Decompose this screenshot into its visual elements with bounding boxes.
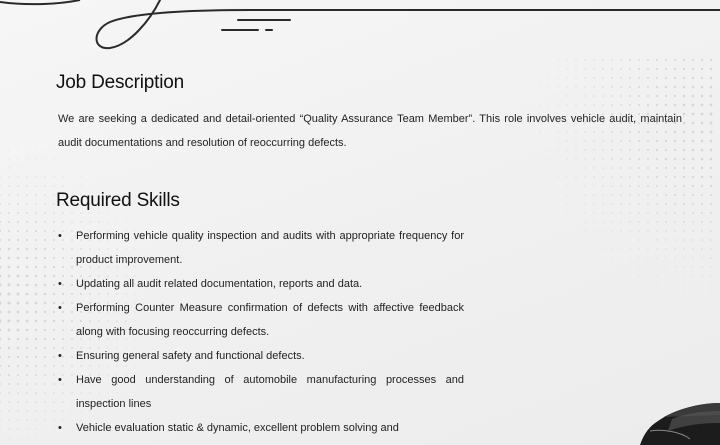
- skill-text: Updating all audit related documentation, reports and data.: [76, 278, 363, 290]
- required-skills-list: [58, 224, 464, 440]
- bullet-marker: •: [58, 278, 62, 290]
- skill-text: Performing vehicle quality inspection and audits with appropriate frequency for product improvement.: [76, 230, 464, 266]
- skill-list-item: [58, 272, 464, 296]
- required-skills-heading: Required Skills: [56, 190, 180, 211]
- skill-list-item: [58, 416, 464, 440]
- skill-text: Vehicle evaluation static & dynamic, excellent problem solving and: [76, 422, 399, 434]
- skill-text: Ensuring general safety and functional defects.: [76, 350, 305, 362]
- car-image: [620, 395, 720, 445]
- bullet-marker: •: [58, 230, 62, 242]
- job-description-text: We are seeking a dedicated and detail-oriented “Quality Assurance Team Member”. This role involves vehicle audit, maintain audit documentations and resolution of reoccurring defects.: [58, 113, 682, 149]
- bullet-marker: •: [58, 422, 62, 434]
- skill-text: Performing Counter Measure confirmation of defects with affective feedback along with focusing reoccurring defects.: [76, 302, 464, 338]
- job-description-heading: Job Description: [56, 72, 184, 93]
- skill-text: Have good understanding of automobile manufacturing processes and inspection lines: [76, 374, 464, 410]
- bullet-marker: •: [58, 350, 62, 362]
- skill-list-item: [58, 368, 464, 416]
- skill-list-item: [58, 296, 464, 344]
- bullet-marker: •: [58, 302, 62, 314]
- skill-list-item: [58, 224, 464, 272]
- bullet-marker: •: [58, 374, 62, 386]
- skill-list-item: [58, 344, 464, 368]
